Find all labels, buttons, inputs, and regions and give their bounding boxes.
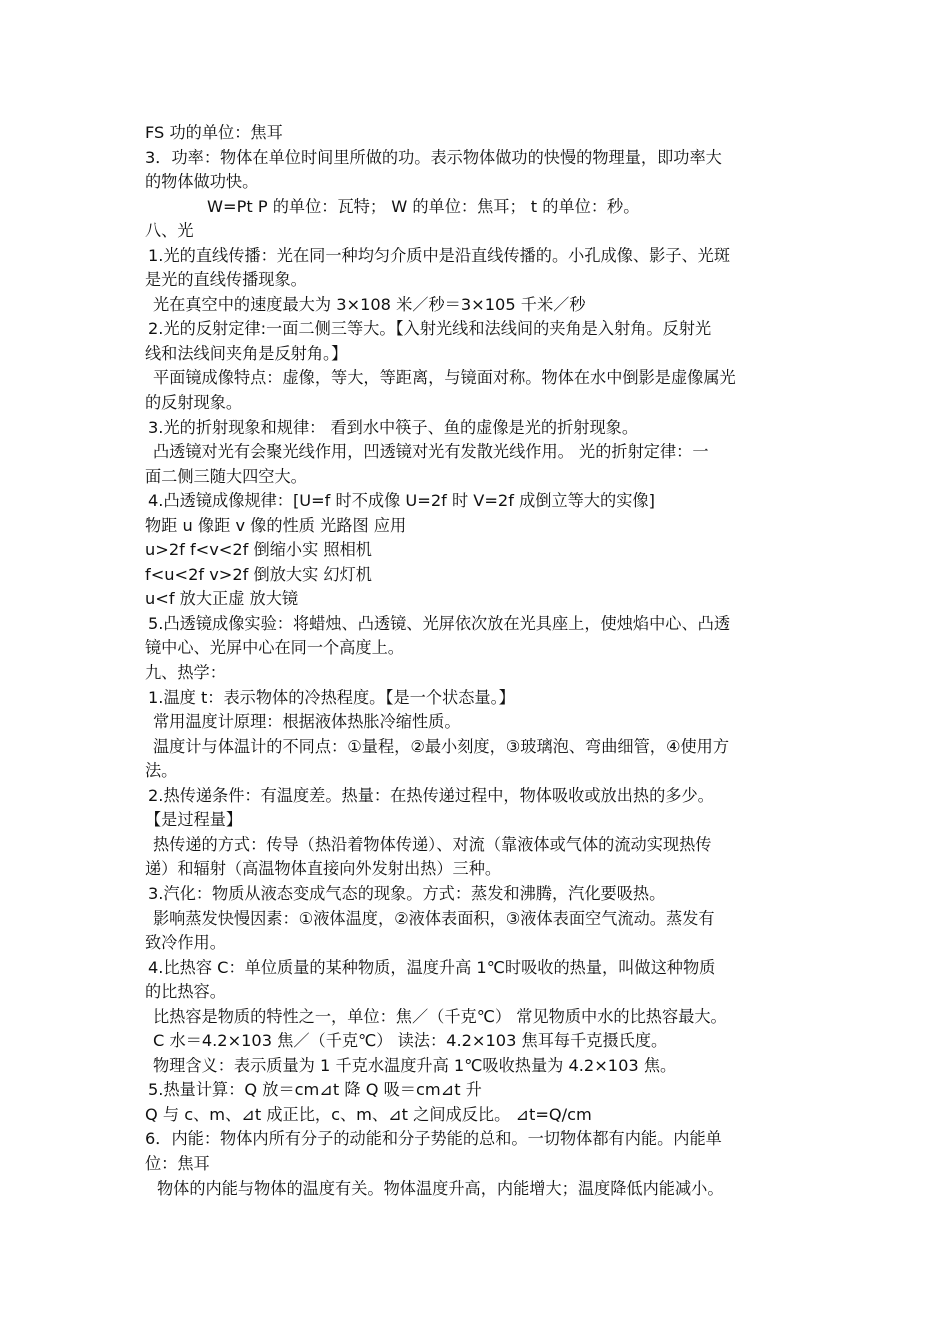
text-line: 1.光的直线传播：光在同一种均匀介质中是沿直线传播的。小孔成像、影子、光斑 — [148, 245, 731, 265]
text-line: 致冷作用。 — [145, 933, 226, 953]
text-line: 线和法线间夹角是反射角。】 — [145, 343, 348, 363]
text-line: W=Pt P 的单位：瓦特； W 的单位：焦耳； t 的单位：秒。 — [207, 196, 640, 216]
text-line: 影响蒸发快慢因素：①液体温度，②液体表面积，③液体表面空气流动。蒸发有 — [153, 908, 715, 928]
text-line: 光在真空中的速度最大为 3×108 米／秒＝3×105 千米／秒 — [153, 294, 586, 314]
text-line: 镜中心、光屏中心在同一个高度上。 — [145, 638, 404, 658]
text-line: 物体的内能与物体的温度有关。物体温度升高，内能增大；温度降低内能减小。 — [157, 1178, 724, 1198]
text-line: 【是过程量】 — [145, 810, 243, 830]
text-line: 1.温度 t：表示物体的冷热程度。【是一个状态量。】 — [148, 687, 515, 707]
text-line: 温度计与体温计的不同点：①量程，②最小刻度，③玻璃泡、弯曲细管，④使用方 — [153, 736, 730, 756]
text-line: 平面镜成像特点：虚像，等大，等距离，与镜面对称。物体在水中倒影是虚像属光 — [153, 368, 736, 388]
text-line: 的物体做功快。 — [145, 172, 259, 192]
text-line: 3．功率：物体在单位时间里所做的功。表示物体做功的快慢的物理量，即功率大 — [145, 147, 722, 167]
text-line: 5.凸透镜成像实验：将蜡烛、凸透镜、光屏依次放在光具座上，使烛焰中心、凸透 — [148, 613, 731, 633]
text-line: 是光的直线传播现象。 — [145, 270, 307, 290]
text-line: u>2f f<v<2f 倒缩小实 照相机 — [145, 540, 372, 560]
text-line: FS 功的单位：焦耳 — [145, 123, 283, 142]
text-line: 常用温度计原理：根据液体热胀冷缩性质。 — [153, 712, 461, 732]
text-line: 4.凸透镜成像规律：[U=f 时不成像 U=2f 时 V=2f 成倒立等大的实像] — [148, 491, 655, 511]
text-line: 的比热容。 — [145, 982, 226, 1002]
text-line: 2.热传递条件：有温度差。热量：在热传递过程中，物体吸收或放出热的多少。 — [148, 785, 714, 805]
text-line: 递）和辐射（高温物体直接向外发射出热）三种。 — [145, 859, 502, 879]
text-line: 法。 — [145, 761, 178, 781]
text-line: 面二侧三随大四空大。 — [145, 466, 307, 486]
text-line: 位：焦耳 — [145, 1153, 210, 1173]
text-line: 九、热学： — [145, 663, 226, 683]
text-line: 6．内能：物体内所有分子的动能和分子势能的总和。一切物体都有内能。内能单 — [145, 1129, 722, 1149]
text-line: 的反射现象。 — [145, 393, 243, 413]
text-line: 凸透镜对光有会聚光线作用，凹透镜对光有发散光线作用。 光的折射定律：一 — [153, 442, 709, 462]
text-line: 热传递的方式：传导（热沿着物体传递）、对流（靠液体或气体的流动实现热传 — [153, 834, 712, 854]
document-body — [145, 121, 810, 1201]
text-line: 3.光的折射现象和规律： 看到水中筷子、鱼的虚像是光的折射现象。 — [148, 417, 639, 437]
text-line: 物理含义：表示质量为 1 千克水温度升高 1℃吸收热量为 4.2×103 焦。 — [153, 1055, 677, 1075]
text-line: 4.比热容 C：单位质量的某种物质，温度升高 1℃时吸收的热量，叫做这种物质 — [148, 957, 716, 977]
text-line: 3.汽化：物质从液态变成气态的现象。方式：蒸发和沸腾，汽化要吸热。 — [148, 883, 666, 903]
text-line: 八、光 — [145, 221, 194, 241]
text-line: f<u<2f v>2f 倒放大实 幻灯机 — [145, 564, 372, 584]
text-line: 物距 u 像距 v 像的性质 光路图 应用 — [145, 515, 407, 535]
text-line: Q 与 c、m、⊿t 成正比，c、m、⊿t 之间成反比。 ⊿t=Q/cm — [145, 1104, 592, 1124]
text-line: C 水＝4.2×103 焦／（千克℃） 读法：4.2×103 焦耳每千克摄氏度。 — [153, 1031, 668, 1051]
text-line: 5.热量计算：Q 放＝cm⊿t 降 Q 吸＝cm⊿t 升 — [148, 1080, 482, 1100]
text-line: u<f 放大正虚 放大镜 — [145, 589, 299, 609]
text-line: 2.光的反射定律:一面二侧三等大。【入射光线和法线间的夹角是入射角。反射光 — [148, 319, 712, 339]
text-line: 比热容是物质的特性之一，单位：焦／（千克℃） 常见物质中水的比热容最大。 — [153, 1006, 727, 1026]
